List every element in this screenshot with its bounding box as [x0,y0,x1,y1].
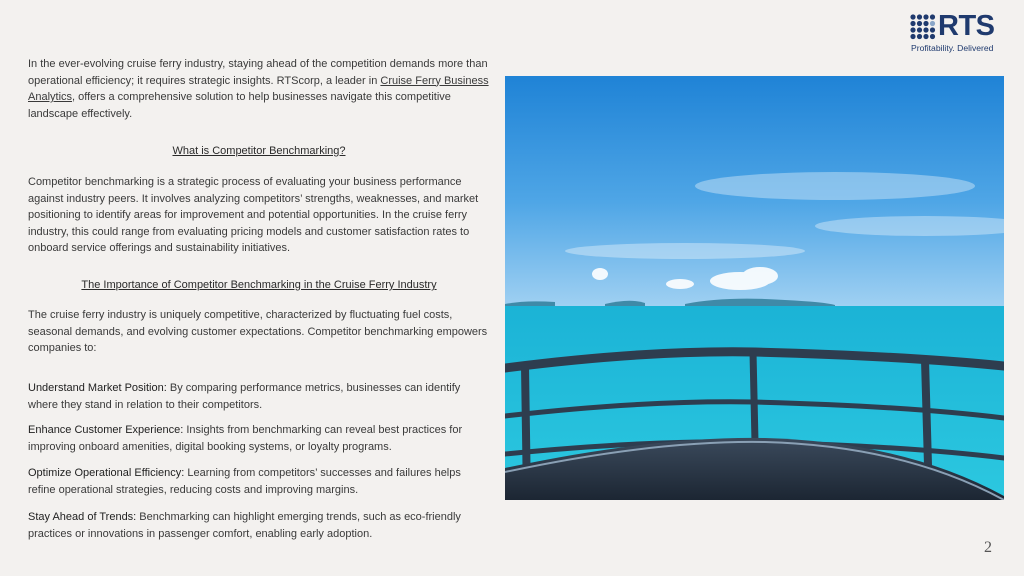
bullet-lead: Understand Market Position: [28,382,167,394]
intro-text-start: In the ever-evolving cruise ferry industry, staying ahead of the competition demands more than operational efficiency; it requires strategic insights. RTScorp, a leader in [28,58,488,87]
rts-logo [908,10,1002,54]
logo-wordmark: RTS [938,10,995,42]
industry-paragraph: The cruise ferry industry is uniquely competitive, characterized by fluctuating fuel costs, seasonal demands, and evolving customer expectations. Competitor benchmarking empowers companies to: [28,309,488,354]
bullet-text: By comparing performance metrics, businesses can identify where they stand in relation to their competitors. [28,382,461,411]
bullet-operational-efficiency [28,465,490,498]
sea-railing-photo [505,76,1004,500]
logo-dots-icon [910,14,936,40]
heading-what-is-benchmarking: What is Competitor Benchmarking? [172,145,346,157]
bullet-market-position [28,380,490,413]
bullet-text: Benchmarking can highlight emerging trends, such as eco-friendly practices or innovations in passenger comfort, enabling early adoption. [28,511,461,540]
bullet-text: Learning from competitors’ successes and failures helps refine operational strategies, reducing costs and improving margins. [28,467,461,496]
intro-text-end: , offers a comprehensive solution to help businesses navigate this competitive landscape effectively. [28,91,451,120]
heading-importance: The Importance of Competitor Benchmarking in the Cruise Ferry Industry [81,279,437,291]
bullet-lead: Optimize Operational Efficiency: [28,467,185,479]
page-number: 2 [984,539,992,556]
bullet-customer-experience [28,422,490,455]
benchmarking-definition-paragraph: Competitor benchmarking is a strategic process of evaluating your business performance against industry peers. It involves analyzing competitors’ strengths, weaknesses, and market positioning to identify areas for improvement and potential opportunities. In the cruise ferry industry, this could range from evaluating pricing models and customer satisfaction rates to onboard service offerings and sustainability initiatives. [28,176,479,254]
bullet-trends [28,509,490,542]
intro-paragraph [28,56,490,122]
cruise-ferry-analytics-link[interactable]: Cruise Ferry Business Analytics [28,74,489,103]
bullet-lead: Enhance Customer Experience: [28,424,184,436]
bullet-lead: Stay Ahead of Trends: [28,511,137,523]
logo-tagline: Profitability. Delivered [911,43,994,53]
bullet-text: Insights from benchmarking can reveal best practices for improving onboard amenities, digital booking systems, or loyalty programs. [28,424,463,453]
